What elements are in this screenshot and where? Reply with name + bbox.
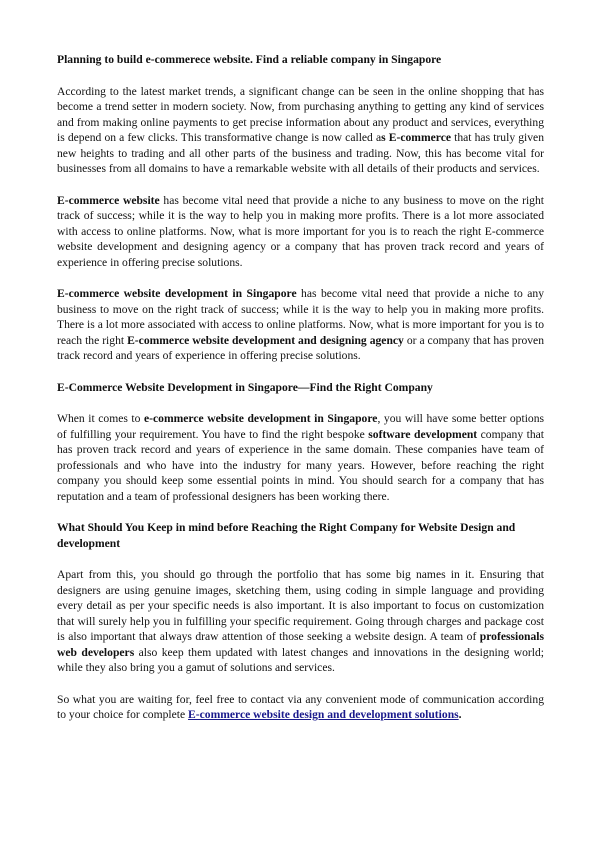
bold-term: e-commerce website development in Singapore [144,412,378,425]
text-span: has become vital need that provide a niche to any business to move on the right track of success; while it is the way to help you in making more profits. There is a lot more associated with access to online platforms. Now, what is more important for you is to reach the right E-commerce website development and designing agency or a company that has proven track record and years of experience in offering precise solutions. [57,193,544,269]
text-span: also keep them updated with latest changes and innovations in the designing world; while they also bring you a gamut of solutions and services. [57,645,544,674]
text-span: When it comes to [57,412,145,425]
bold-term: professionals web developers [57,630,544,659]
bold-term: E-commerce website development in Singapore [57,287,297,300]
text-span: Apart from this, you should go through the portfolio that has some big names in it. Ensuring that designers are using genuine images, sketching them, using coding in simple language and providing every detail as per your specific needs is also important. It is also important to focus on customization that will surely help you in fulfilling your specific requirement. Going through charges and package cost is also important that always draw attention of those seeking a website design. A team of [57,568,544,643]
paragraph-options [57,411,544,504]
text-span: that has truly given new heights to trading and all other parts of the business and trading. Now, this has become vital for businesses from all domains to have a remarkable website with all details of their products and services. [57,131,544,175]
paragraph-portfolio [57,567,544,676]
document-title: Planning to build e-commerece website. Find a reliable company in Singapore [57,53,442,66]
section-heading-keep-in-mind: What Should You Keep in mind before Reaching the Right Company for Website Design and development [57,521,516,550]
bold-term: s E-commerce [381,131,451,144]
paragraph-ecommerce-website [57,193,544,271]
text-span: has become vital need that provide a niche to any business to move on the right track of success; while it is the way to help you in making more profits. There is a lot more associated with access to online platforms. Now, what is more important for you is to reach the right [57,287,544,347]
paragraph-intro [57,84,544,177]
text-span: . [458,708,462,721]
text-span: So what you are waiting for, feel free to contact via any convenient mode of communication according to your choice for complete [57,692,544,721]
text-span: According to the latest market trends, a significant change can be seen in the online shopping that has become a trend setter in modern society. Now, from purchasing anything to getting any kind of services and from making online payments to get precise information about any product and services, everything is depend on a few clicks. This transformative change is now called a [57,84,544,144]
text-span: company that has proven track record and years of experience in the same domain. These companies have team of professionals and who have into the industry for many years. However, before reaching the right company you should keep some essential points in mind. You should search for a company that has reputation and a team of professional designers has been working there. [57,427,544,503]
text-span: , you will have some better options of fulfilling your requirement. You have to find the right bespoke [57,412,545,441]
paragraph-contact [57,692,544,723]
solutions-link[interactable]: E-commerce website design and development solutions [188,708,459,721]
bold-term: E-commerce website [57,193,160,207]
text-span: or a company that has proven track record and years of experience in offering precise solutions. [57,333,544,362]
bold-term: E-commerce website development and designing agency [127,333,404,347]
paragraph-singapore-development [57,286,544,364]
document-page [57,52,544,739]
section-heading-find-company: E-Commerce Website Development in Singapore—Find the Right Company [57,380,433,394]
bold-term: software development [368,427,478,441]
